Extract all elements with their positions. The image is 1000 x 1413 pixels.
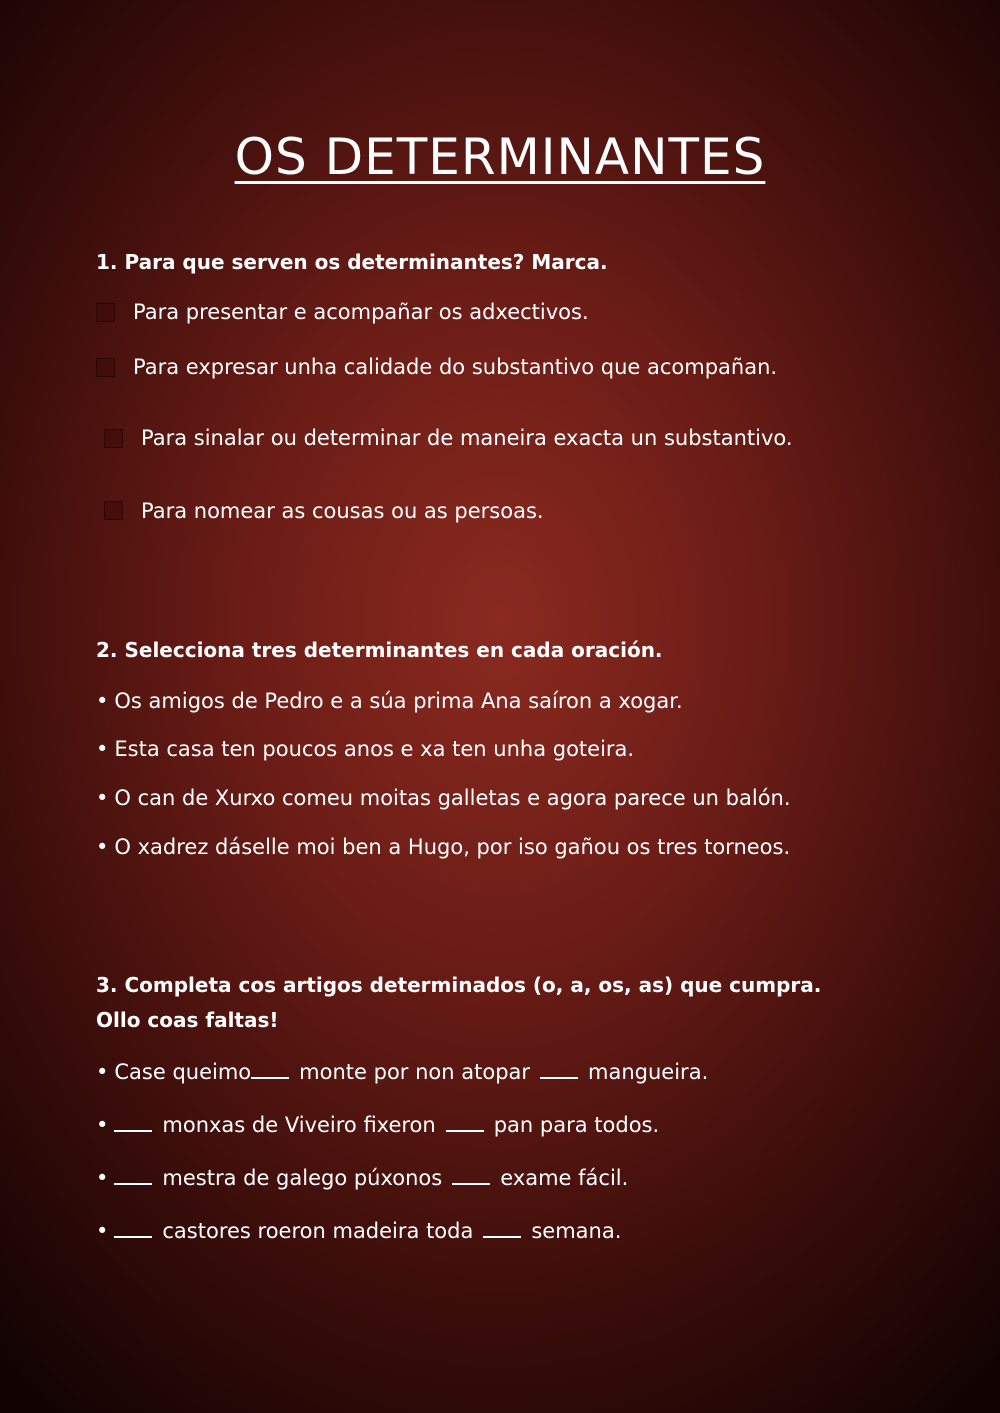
sentence-item bbox=[96, 689, 683, 713]
fill-sentence-1 bbox=[96, 1059, 708, 1084]
blank-field[interactable] bbox=[446, 1112, 484, 1132]
bullet: • bbox=[96, 1060, 109, 1084]
blank-field[interactable] bbox=[114, 1112, 152, 1132]
question-1-heading: 1. Para que serven os determinantes? Marca. bbox=[96, 250, 608, 274]
question-3-heading: 3. Completa cos artigos determinados (o, a, os, as) que cumpra. Ollo coas faltas! bbox=[96, 973, 822, 1032]
option-label-3: Para sinalar ou determinar de maneira exacta un substantivo. bbox=[141, 426, 793, 450]
fill-sentence-4 bbox=[96, 1218, 621, 1243]
bullet: • bbox=[96, 1113, 109, 1137]
fill-text-b: monxas de Viveiro fixeron bbox=[162, 1113, 436, 1137]
fill-text-b: castores roeron madeira toda bbox=[162, 1219, 474, 1243]
sentence-text[interactable]: Esta casa ten poucos anos e xa ten unha goteira. bbox=[114, 737, 635, 761]
question-2-heading: 2. Selecciona tres determinantes en cada oración. bbox=[96, 638, 663, 662]
fill-text-c: pan para todos. bbox=[493, 1113, 660, 1137]
option-label-1: Para presentar e acompañar os adxectivos. bbox=[133, 300, 589, 324]
fill-text-b: monte por non atopar bbox=[299, 1060, 531, 1084]
fill-text-c: mangueira. bbox=[588, 1060, 709, 1084]
option-checkbox-1[interactable] bbox=[96, 303, 115, 322]
fill-text-c: semana. bbox=[531, 1219, 622, 1243]
fill-sentence-2 bbox=[96, 1112, 659, 1137]
fill-text-b: mestra de galego púxonos bbox=[162, 1166, 443, 1190]
fill-text-a: Case queimo bbox=[114, 1060, 252, 1084]
sentence-item bbox=[96, 835, 790, 859]
blank-field[interactable] bbox=[251, 1059, 289, 1079]
sentence-text[interactable]: Os amigos de Pedro e a súa prima Ana saíron a xogar. bbox=[114, 689, 683, 713]
bullet: • bbox=[96, 737, 109, 761]
option-checkbox-2[interactable] bbox=[96, 358, 115, 377]
option-checkbox-4[interactable] bbox=[104, 501, 123, 520]
blank-field[interactable] bbox=[114, 1165, 152, 1185]
blank-field[interactable] bbox=[540, 1059, 578, 1079]
blank-field[interactable] bbox=[452, 1165, 490, 1185]
bullet: • bbox=[96, 1166, 109, 1190]
page-title: OS DETERMINANTES bbox=[234, 128, 766, 186]
blank-field[interactable] bbox=[114, 1218, 152, 1238]
sentence-item bbox=[96, 737, 634, 761]
sentence-text[interactable]: O can de Xurxo comeu moitas galletas e agora parece un balón. bbox=[114, 786, 791, 810]
bullet: • bbox=[96, 835, 109, 859]
fill-text-c: exame fácil. bbox=[500, 1166, 629, 1190]
option-label-2: Para expresar unha calidade do substantivo que acompañan. bbox=[133, 355, 778, 379]
option-label-4: Para nomear as cousas ou as persoas. bbox=[141, 499, 544, 523]
sentence-text[interactable]: O xadrez dáselle moi ben a Hugo, por iso gañou os tres torneos. bbox=[114, 835, 791, 859]
fill-sentence-3 bbox=[96, 1165, 628, 1190]
bullet: • bbox=[96, 786, 109, 810]
bullet: • bbox=[96, 689, 109, 713]
option-checkbox-3[interactable] bbox=[104, 429, 123, 448]
blank-field[interactable] bbox=[483, 1218, 521, 1238]
bullet: • bbox=[96, 1219, 109, 1243]
sentence-item bbox=[96, 786, 791, 810]
